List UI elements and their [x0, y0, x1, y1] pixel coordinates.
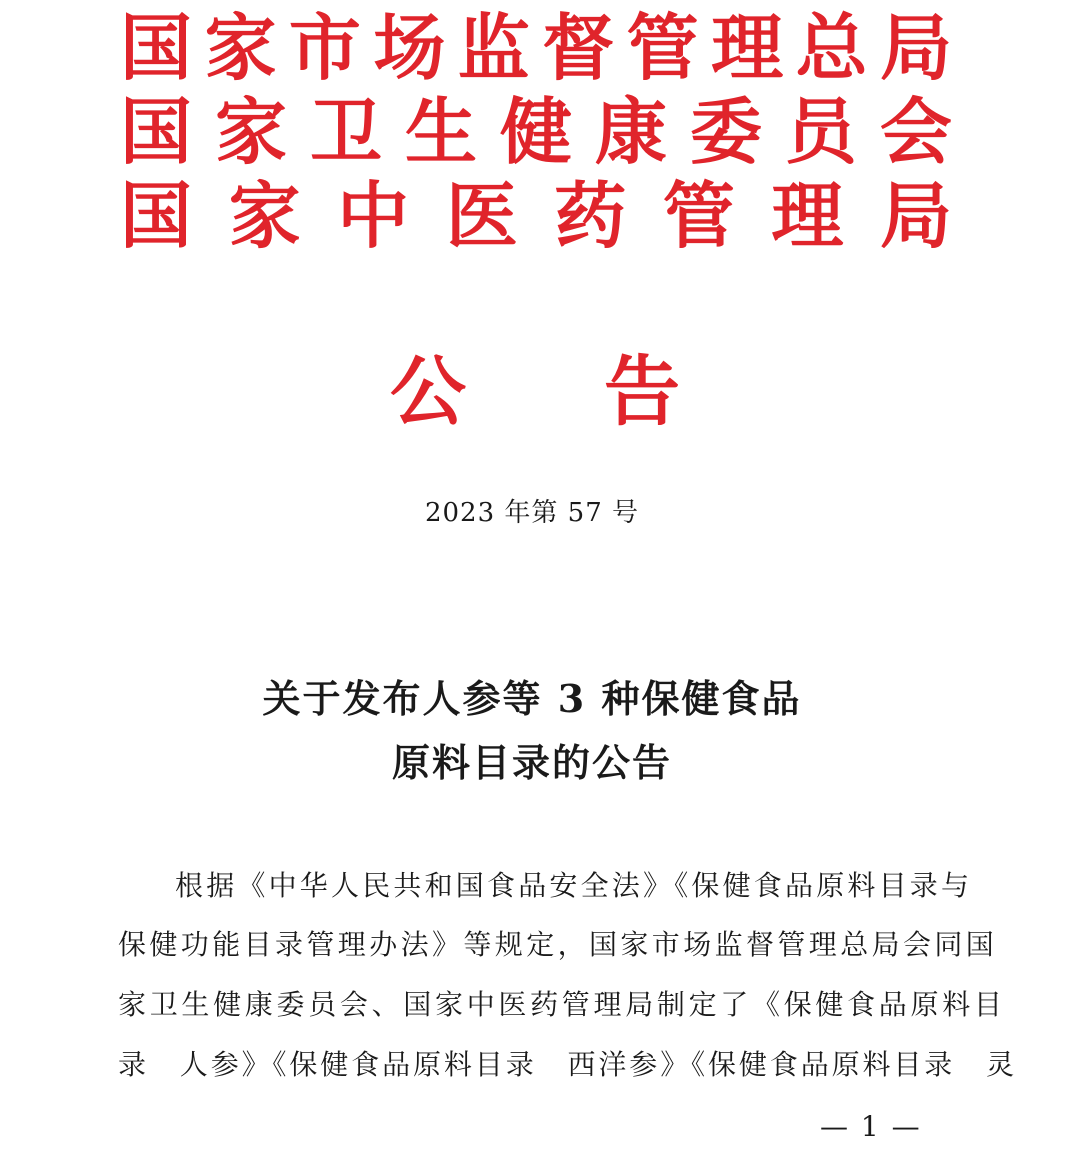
issuer-char: 家	[214, 89, 287, 174]
issuer-char: 中	[337, 173, 410, 258]
issuer-line-tcm-administration	[120, 173, 952, 258]
issuer-char: 员	[784, 89, 857, 174]
issuer-char: 会	[879, 89, 952, 174]
issuer-char: 委	[689, 89, 762, 174]
issuer-char: 督	[542, 5, 615, 90]
issuer-char: 生	[404, 89, 477, 174]
issuer-line-health-commission	[120, 89, 952, 174]
issuer-char: 场	[373, 5, 446, 90]
issuer-char: 管	[626, 5, 699, 90]
issuer-char: 管	[662, 173, 735, 258]
document-number: 2023 年第 57 号	[424, 498, 640, 528]
issuer-char: 监	[457, 5, 530, 90]
issuer-char: 市	[288, 5, 361, 90]
issuer-char: 医	[445, 173, 518, 258]
issuer-char: 家	[228, 173, 301, 258]
document-title-line-1: 关于发布人参等 3 种保健食品	[262, 676, 802, 721]
document-title-line-2: 原料目录的公告	[391, 740, 672, 785]
document-type-char: 公	[390, 346, 466, 436]
body-text-line: 家卫生健康委员会、国家中医药管理局制定了《保健食品原料目	[118, 988, 1006, 1021]
issuer-line-market-regulation	[120, 5, 952, 90]
issuer-char: 国	[120, 173, 193, 258]
issuer-char: 总	[795, 5, 868, 90]
body-text-line: 根据《中华人民共和国食品安全法》《保健食品原料目录与	[175, 869, 973, 902]
issuer-char: 卫	[309, 89, 382, 174]
issuer-char: 健	[499, 89, 572, 174]
body-text-line: 录 人参》《保健食品原料目录 西洋参》《保健食品原料目录 灵	[118, 1048, 1018, 1081]
page-number: — 1 —	[820, 1110, 922, 1143]
issuer-char: 药	[554, 173, 627, 258]
document-type-char: 告	[604, 346, 680, 436]
issuer-char: 局	[879, 5, 952, 90]
issuer-char: 国	[120, 5, 193, 90]
issuer-char: 理	[771, 173, 844, 258]
issuer-char: 局	[879, 173, 952, 258]
issuer-char: 康	[594, 89, 667, 174]
document-type-heading	[390, 340, 680, 436]
issuer-char: 家	[204, 5, 277, 90]
body-text-line: 保健功能目录管理办法》等规定，国家市场监督管理总局会同国	[118, 928, 998, 961]
issuer-char: 理	[711, 5, 784, 90]
issuer-char: 国	[120, 89, 193, 174]
